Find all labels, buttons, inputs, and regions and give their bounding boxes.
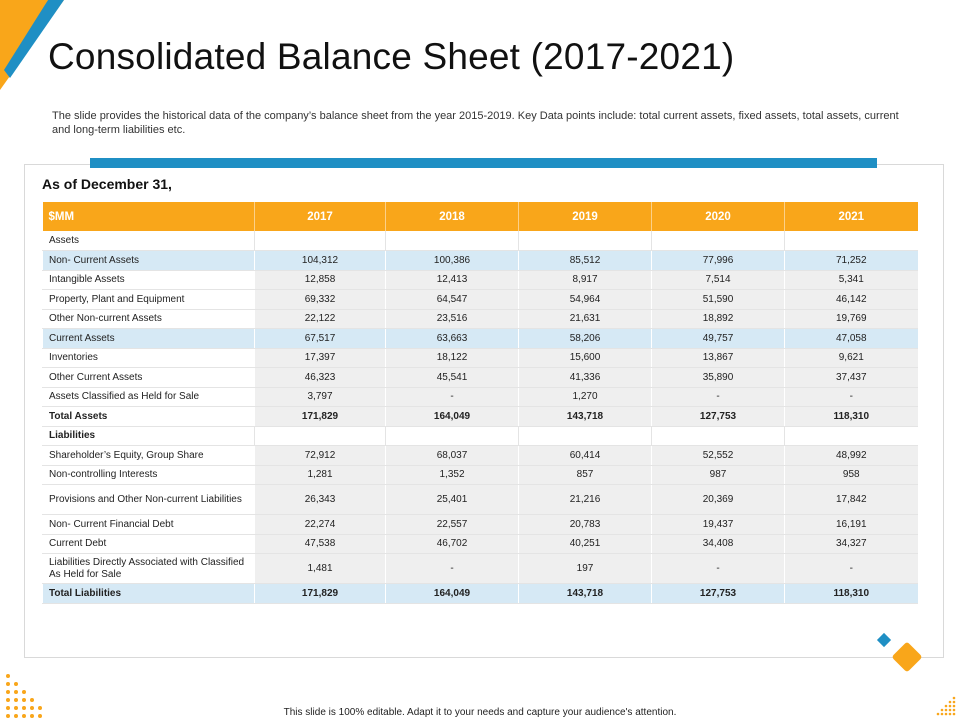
value-cell: 171,829 [255,584,386,604]
table-row [43,251,918,271]
value-cell: 164,049 [386,584,519,604]
row-label: Other Current Assets [43,368,255,388]
value-cell: 1,352 [386,465,519,485]
value-cell: 48,992 [785,446,918,466]
value-cell: 23,516 [386,309,519,329]
value-cell: 40,251 [519,534,652,554]
value-cell: 171,829 [255,407,386,427]
value-cell: 987 [652,465,785,485]
value-cell: 51,590 [652,290,785,310]
value-cell: 26,343 [255,485,386,515]
value-cell: 7,514 [652,270,785,290]
value-cell: 100,386 [386,251,519,271]
value-cell [255,231,386,251]
row-label: Total Liabilities [43,584,255,604]
row-label: Non-controlling Interests [43,465,255,485]
value-cell: 21,216 [519,485,652,515]
value-cell: 12,413 [386,270,519,290]
value-cell: - [785,554,918,584]
as-of-label: As of December 31, [42,176,172,192]
row-label: Intangible Assets [43,270,255,290]
table-row [43,368,918,388]
table-row [43,485,918,515]
slide-description: The slide provides the historical data of the company’s balance sheet from the year 2015-2019. Key Data points include: total current assets, fixed assets, total assets, current and long-term liabilities etc. [52,110,899,136]
value-cell: 60,414 [519,446,652,466]
table-header-row [43,202,918,231]
row-label: Liabilities [43,426,255,446]
value-cell [785,231,918,251]
value-cell: 45,541 [386,368,519,388]
value-cell [519,426,652,446]
value-cell: 13,867 [652,348,785,368]
value-cell: 37,437 [785,368,918,388]
value-cell: 47,058 [785,329,918,349]
value-cell: 19,769 [785,309,918,329]
value-cell: 46,702 [386,534,519,554]
column-header-units: $MM [43,202,255,231]
table-row [43,515,918,535]
table-row [43,309,918,329]
value-cell: 21,631 [519,309,652,329]
table-row [43,426,918,446]
footer-note: This slide is 100% editable. Adapt it to your needs and capture your audience's attention. [283,707,677,718]
value-cell: 41,336 [519,368,652,388]
value-cell [652,231,785,251]
value-cell: 16,191 [785,515,918,535]
value-cell: 143,718 [519,407,652,427]
value-cell [255,426,386,446]
value-cell: 19,437 [652,515,785,535]
balance-sheet-table [42,202,918,604]
page-title: Consolidated Balance Sheet (2017-2021) [48,36,735,77]
value-cell: 1,281 [255,465,386,485]
table-row [43,465,918,485]
value-cell: 857 [519,465,652,485]
value-cell: 127,753 [652,407,785,427]
value-cell: 64,547 [386,290,519,310]
value-cell: 46,142 [785,290,918,310]
table-row [43,534,918,554]
value-cell: - [386,554,519,584]
value-cell: 22,122 [255,309,386,329]
value-cell: 34,408 [652,534,785,554]
value-cell: 85,512 [519,251,652,271]
row-label: Provisions and Other Non-current Liabilities [43,485,255,515]
value-cell: 18,122 [386,348,519,368]
table-row [43,270,918,290]
value-cell: 118,310 [785,584,918,604]
table-row [43,231,918,251]
value-cell [652,426,785,446]
table-row [43,329,918,349]
value-cell [785,426,918,446]
table-row [43,407,918,427]
row-label: Non- Current Financial Debt [43,515,255,535]
row-label: Inventories [43,348,255,368]
column-header-year: 2021 [785,202,918,231]
value-cell: 58,206 [519,329,652,349]
value-cell: 72,912 [255,446,386,466]
table-row [43,446,918,466]
value-cell [386,426,519,446]
value-cell: 9,621 [785,348,918,368]
value-cell: 20,369 [652,485,785,515]
row-label: Current Debt [43,534,255,554]
value-cell: 15,600 [519,348,652,368]
value-cell: 22,274 [255,515,386,535]
value-cell: 164,049 [386,407,519,427]
value-cell: 63,663 [386,329,519,349]
value-cell: 17,397 [255,348,386,368]
row-label: Liabilities Directly Associated with Classified As Held for Sale [43,554,255,584]
value-cell: 5,341 [785,270,918,290]
row-label: Other Non-current Assets [43,309,255,329]
row-label: Assets Classified as Held for Sale [43,387,255,407]
column-header-year: 2017 [255,202,386,231]
value-cell: 54,964 [519,290,652,310]
table-row [43,387,918,407]
value-cell: 143,718 [519,584,652,604]
value-cell: 71,252 [785,251,918,271]
row-label: Non- Current Assets [43,251,255,271]
table-row [43,584,918,604]
value-cell: 197 [519,554,652,584]
value-cell: 77,996 [652,251,785,271]
value-cell: - [652,387,785,407]
row-label: Current Assets [43,329,255,349]
value-cell: 69,332 [255,290,386,310]
row-label: Total Assets [43,407,255,427]
value-cell: 1,270 [519,387,652,407]
value-cell: 35,890 [652,368,785,388]
value-cell: - [652,554,785,584]
value-cell: 47,538 [255,534,386,554]
row-label: Property, Plant and Equipment [43,290,255,310]
value-cell: 68,037 [386,446,519,466]
value-cell: 958 [785,465,918,485]
accent-bar [90,158,877,168]
value-cell: 22,557 [386,515,519,535]
value-cell: 17,842 [785,485,918,515]
value-cell: - [386,387,519,407]
value-cell: 18,892 [652,309,785,329]
table-row [43,554,918,584]
row-label: Assets [43,231,255,251]
value-cell: 127,753 [652,584,785,604]
value-cell: 52,552 [652,446,785,466]
value-cell: 25,401 [386,485,519,515]
value-cell: 118,310 [785,407,918,427]
value-cell: 104,312 [255,251,386,271]
table-body [43,231,918,604]
value-cell: 3,797 [255,387,386,407]
value-cell: 67,517 [255,329,386,349]
column-header-year: 2020 [652,202,785,231]
value-cell [386,231,519,251]
table-row [43,348,918,368]
value-cell: 12,858 [255,270,386,290]
value-cell: 34,327 [785,534,918,554]
diamond-decoration [874,630,926,680]
column-header-year: 2018 [386,202,519,231]
row-label: Shareholder’s Equity, Group Share [43,446,255,466]
table-row [43,290,918,310]
value-cell: 20,783 [519,515,652,535]
value-cell: - [785,387,918,407]
value-cell: 1,481 [255,554,386,584]
column-header-year: 2019 [519,202,652,231]
value-cell: 49,757 [652,329,785,349]
value-cell [519,231,652,251]
value-cell: 46,323 [255,368,386,388]
value-cell: 8,917 [519,270,652,290]
